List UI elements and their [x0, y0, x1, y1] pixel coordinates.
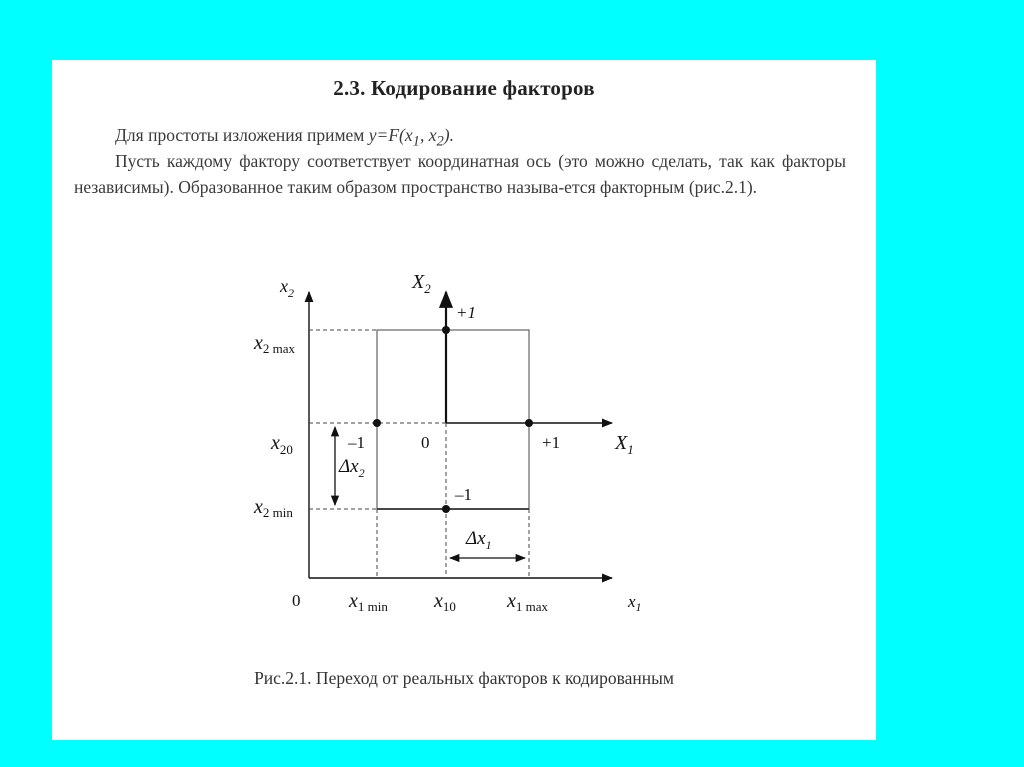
origin-label: 0	[292, 591, 301, 610]
figure-caption: Рис.2.1. Переход от реальных факторов к кодированным	[254, 668, 674, 688]
x20-label: $x_{20}$	[271, 432, 293, 457]
coded-origin-label: 0	[421, 433, 430, 452]
point-minus1-bottom	[442, 505, 450, 513]
point-minus1-left	[373, 419, 381, 427]
x2-axis-label: $x_2$	[280, 276, 294, 300]
delta-x1-label: $\Delta x_1$	[466, 528, 492, 552]
point-plus1-right	[525, 419, 533, 427]
paragraph-2-text: Пусть каждому фактору соответствует координатная ось (это можно сделать, так как факторы независимы). Образованное таким образом пространство называ-ется факторным (рис.2.1).	[74, 151, 846, 197]
point-plus1-top	[442, 326, 450, 334]
section-heading: 2.3. Кодирование факторов	[333, 76, 595, 100]
X2-axis-label: $X_2$	[412, 271, 431, 296]
factor-space-figure	[52, 60, 876, 660]
factor-region	[377, 330, 529, 509]
minus1-bottom-label: –1	[455, 485, 472, 504]
x1min-label: $x_{1 min}$	[349, 590, 388, 614]
X1-axis-label: $X_1$	[615, 432, 634, 457]
dashed-guides	[309, 330, 529, 578]
delta-x2-label: $\Delta x_2$	[339, 456, 365, 480]
formula: $y=F(x_1$, $x_2$).	[368, 125, 454, 150]
plus1-top-label: +1	[456, 303, 476, 322]
x10-label: $x_{10}$	[434, 590, 456, 614]
paragraph-1-text: Для простоты изложения примем	[115, 125, 369, 145]
document-page	[52, 60, 876, 740]
x2min-label: $x_{2 min}$	[254, 496, 293, 520]
plus1-right-label: +1	[542, 433, 561, 452]
x1max-label: $x_{1 max}$	[507, 590, 549, 614]
x1-axis-label: $x_1$	[628, 592, 642, 614]
minus1-left-label: –1	[348, 433, 365, 452]
x2max-label: $x_{2 max}$	[254, 332, 296, 356]
